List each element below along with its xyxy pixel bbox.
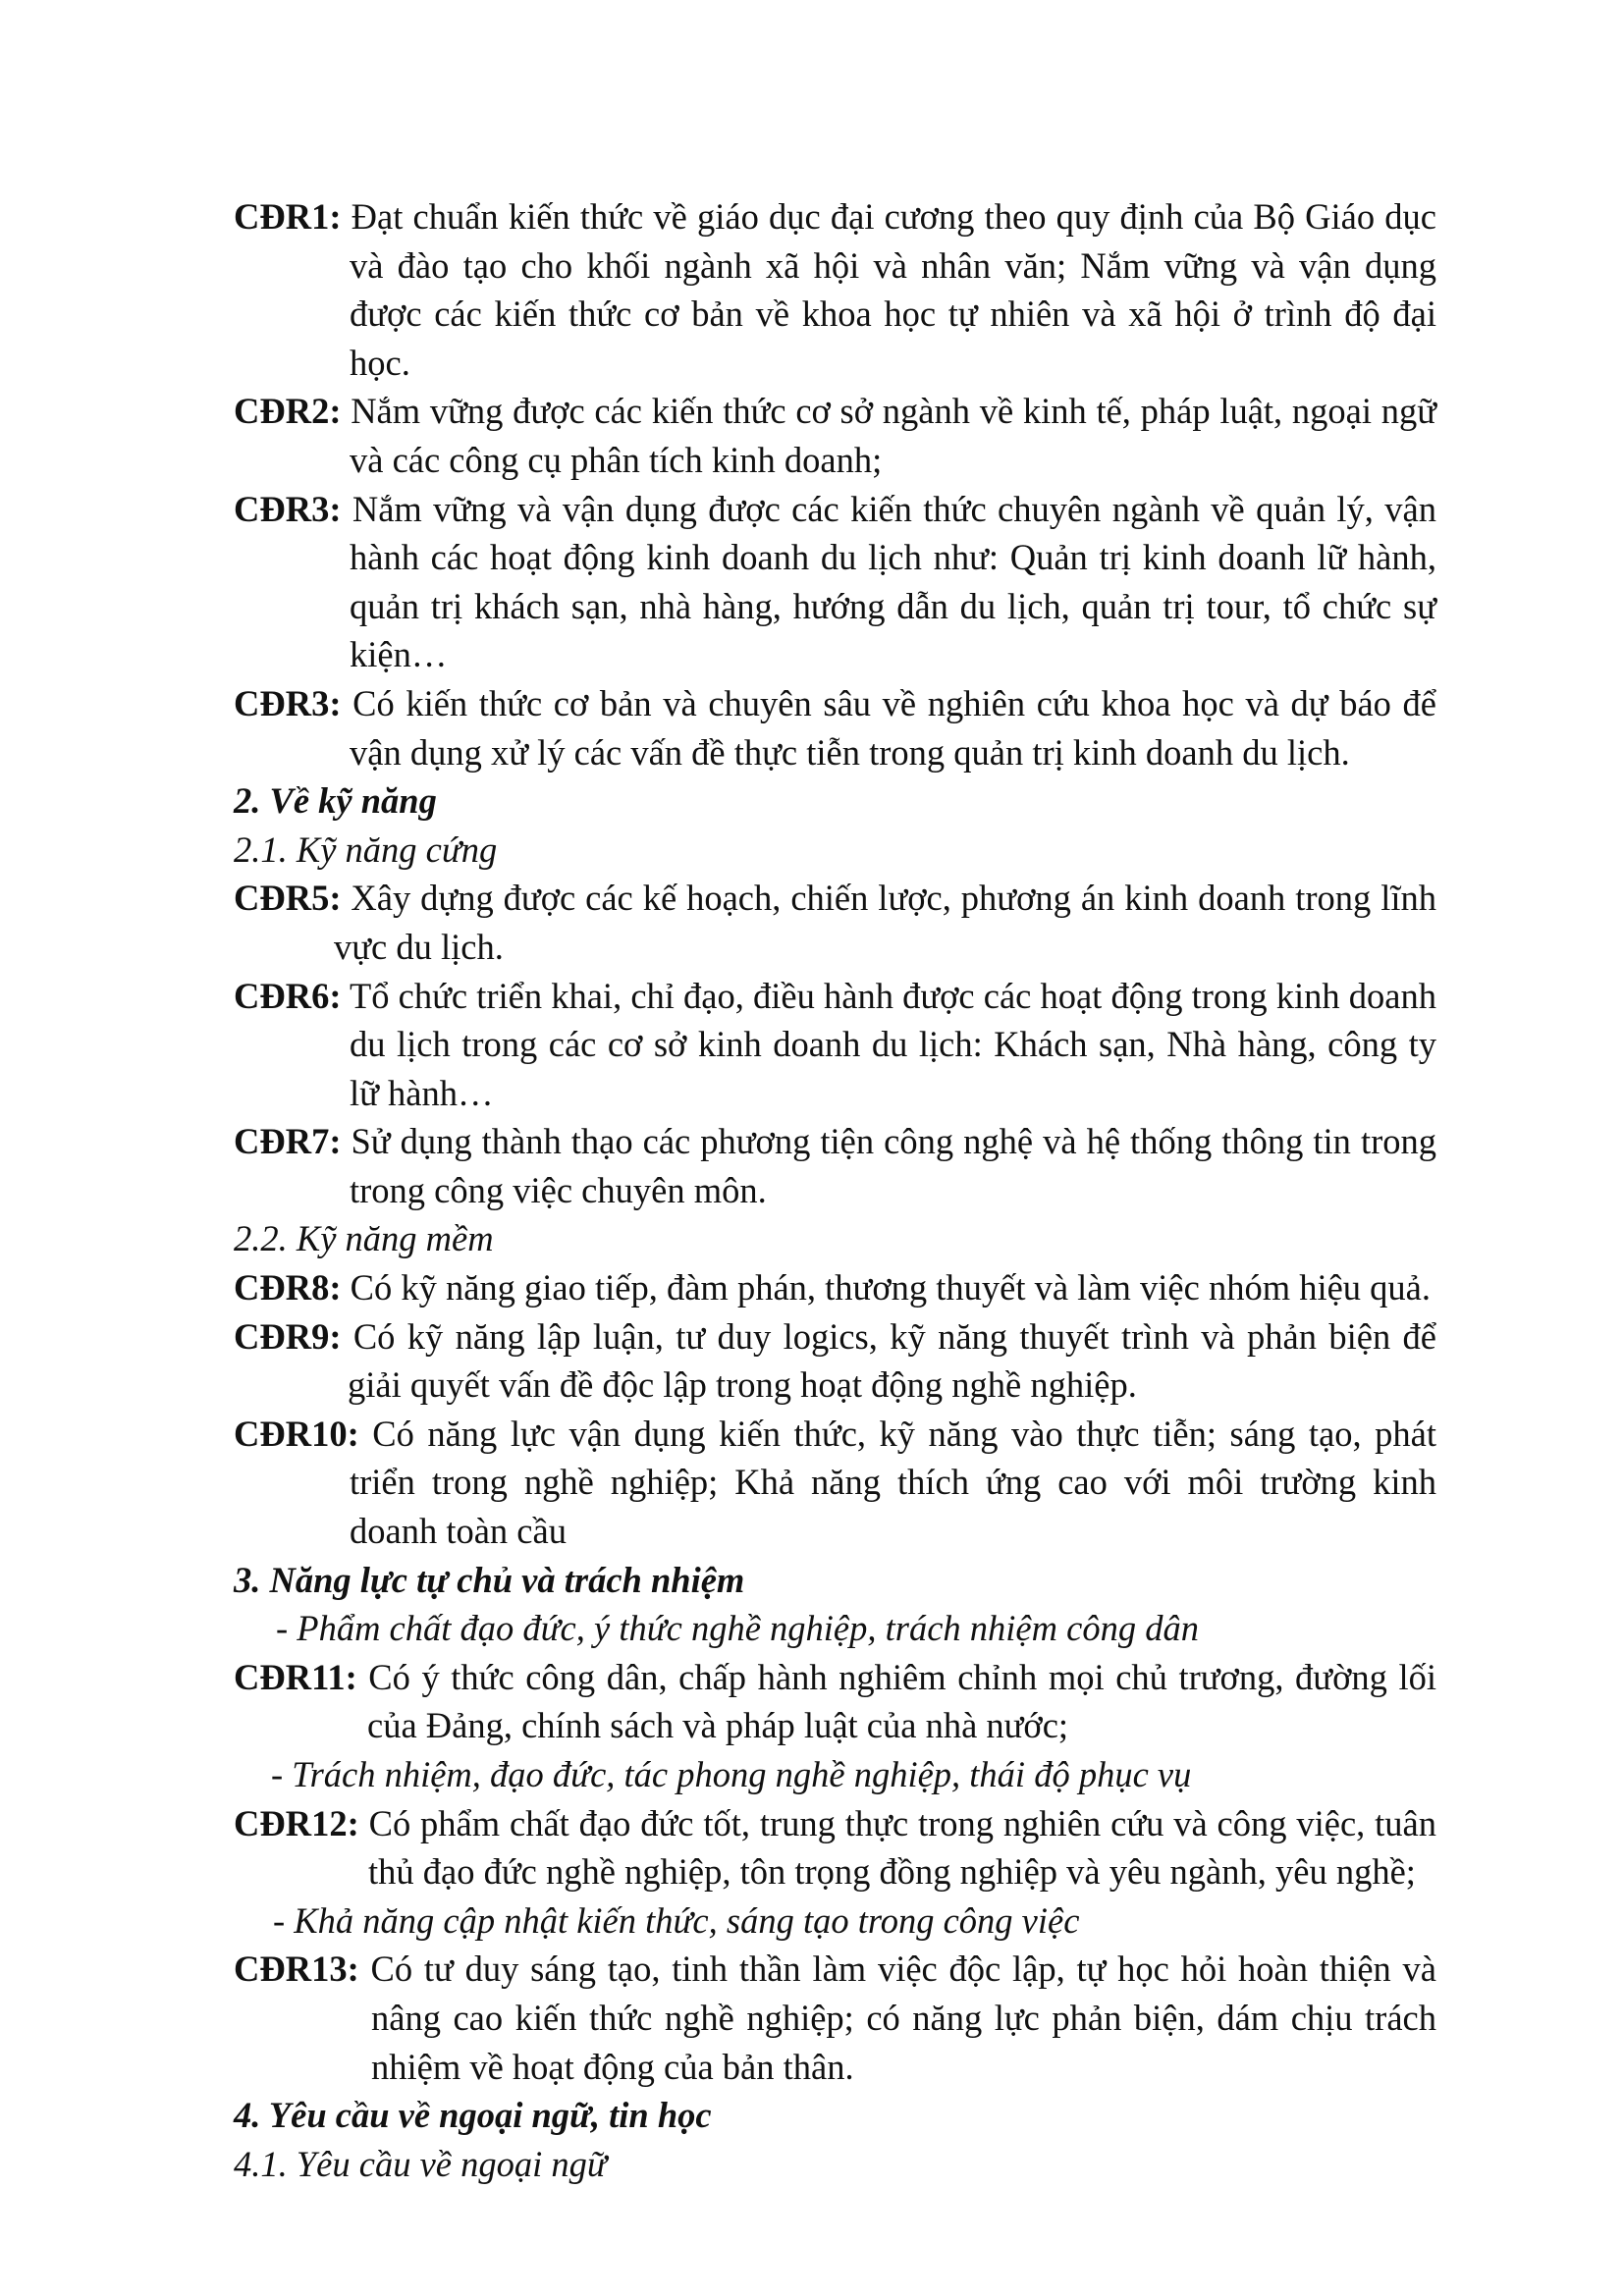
outcome-cdr9 [234,1312,1436,1410]
outcome-code: CĐR6: [234,975,342,1016]
outcome-cdr10 [234,1410,1436,1556]
outcome-text: Có kỹ năng lập luận, tư duy logics, kỹ năng thuyết trình và phản biện để giải quyết vấn đề độc lập trong hoạt động nghề nghiệp. [341,1315,1436,1406]
outcome-text: Tổ chức triển khai, chỉ đạo, điều hành được các hoạt động trong kinh doanh du lịch trong các cơ sở kinh doanh du lịch: Khách sạn, Nhà hàng, công ty lữ hành… [341,975,1436,1113]
outcome-text: Có ý thức công dân, chấp hành nghiêm chỉnh mọi chủ trương, đường lối của Đảng, chính sách và pháp luật của nhà nước; [356,1656,1436,1746]
outcome-cdr13 [234,1945,1436,2091]
outcome-cdr1 [234,192,1436,387]
subsection-heading-foreign-language: 4.1. Yêu cầu về ngoại ngữ [234,2143,607,2184]
outcome-text: Có năng lực vận dụng kiến thức, kỹ năng vào thực tiễn; sáng tạo, phát triển trong nghề nghiệp; Khả năng thích ứng cao với môi trường kinh doanh toàn cầu [350,1413,1436,1552]
outcome-cdr12 [234,1799,1436,1896]
outcome-text: Sử dụng thành thạo các phương tiện công nghệ và hệ thống thông tin trong trong công việc chuyên môn. [341,1121,1436,1210]
outcome-text: Nắm vững được các kiến thức cơ sở ngành về kinh tế, pháp luật, ngoại ngữ và các công cụ phân tích kinh doanh; [341,391,1436,480]
outcome-code: CĐR13: [234,1949,359,1990]
outcome-code: CĐR3: [234,682,342,723]
subsection-heading-hard-skills: 2.1. Kỹ năng cứng [234,828,498,870]
section-heading-languages: 4. Yêu cầu về ngoại ngữ, tin học [234,2095,712,2136]
outcome-cdr8 [234,1263,1436,1312]
outcome-cdr3 [234,485,1436,679]
outcome-cdr6 [234,972,1436,1118]
outcome-text: Có phẩm chất đạo đức tốt, trung thực trong nghiên cứu và công việc, tuân thủ đạo đức nghề nghiệp, tôn trọng đồng nghiệp và yêu ngành, yêu nghề; [358,1802,1436,1893]
outcome-cdr7 [234,1117,1436,1214]
section-heading-skills: 2. Về kỹ năng [234,780,437,822]
outcome-cdr3-research [234,679,1436,776]
outcome-cdr11 [234,1653,1436,1750]
section-heading-autonomy: 3. Năng lực tự chủ và trách nhiệm [234,1559,745,1600]
outcome-text: Có tư duy sáng tạo, tinh thần làm việc độc lập, tự học hỏi hoàn thiện và nâng cao kiến thức nghề nghiệp; có năng lực phản biện, dám chịu trách nhiệm về hoạt động của bản thân. [358,1949,1436,2087]
subsection-heading-soft-skills: 2.2. Kỹ năng mềm [234,1218,494,1259]
outcome-code: CĐR12: [234,1802,359,1843]
outcome-cdr2 [234,387,1436,484]
outcome-code: CĐR3: [234,488,342,529]
outcome-code: CĐR8: [234,1267,342,1308]
outcome-text: Nắm vững và vận dụng được các kiến thức chuyên ngành về quản lý, vận hành các hoạt động kinh doanh du lịch như: Quản trị kinh doanh lữ hành, quản trị khách sạn, nhà hàng, hướng dẫn du lịch, quản trị tour, tổ chức sự kiện… [341,488,1436,675]
outcome-code: CĐR10: [234,1413,359,1454]
outcome-code: CĐR7: [234,1121,342,1162]
outcome-text: Đạt chuẩn kiến thức về giáo dục đại cương theo quy định của Bộ Giáo dục và đào tạo cho khối ngành xã hội và nhân văn; Nắm vững và vận dụng được các kiến thức cơ bản về khoa học tự nhiên và xã hội ở trình độ đại học. [341,196,1436,383]
outcome-cdr5 [234,874,1436,971]
outcome-code: CĐR2: [234,391,342,432]
subheading-update: - Khả năng cập nhật kiến thức, sáng tạo trong công việc [273,1899,1080,1941]
outcome-code: CĐR5: [234,878,342,919]
outcome-text: Xây dựng được các kế hoạch, chiến lược, phương án kinh doanh trong lĩnh vực du lịch. [334,878,1436,967]
outcome-text: Có kỹ năng giao tiếp, đàm phán, thương thuyết và làm việc nhóm hiệu quả. [341,1267,1432,1308]
outcome-code: CĐR1: [234,196,342,237]
outcome-text: Có kiến thức cơ bản và chuyên sâu về nghiên cứu khoa học và dự báo để vận dụng xử lý các vấn đề thực tiễn trong quản trị kinh doanh du lịch. [341,682,1436,773]
subheading-ethics: - Phẩm chất đạo đức, ý thức nghề nghiệp, trách nhiệm công dân [276,1608,1199,1649]
document-page [234,192,1436,2188]
subheading-responsibility: - Trách nhiệm, đạo đức, tác phong nghề nghiệp, thái độ phục vụ [271,1754,1192,1794]
outcome-code: CĐR11: [234,1656,357,1697]
outcome-code: CĐR9: [234,1315,342,1357]
